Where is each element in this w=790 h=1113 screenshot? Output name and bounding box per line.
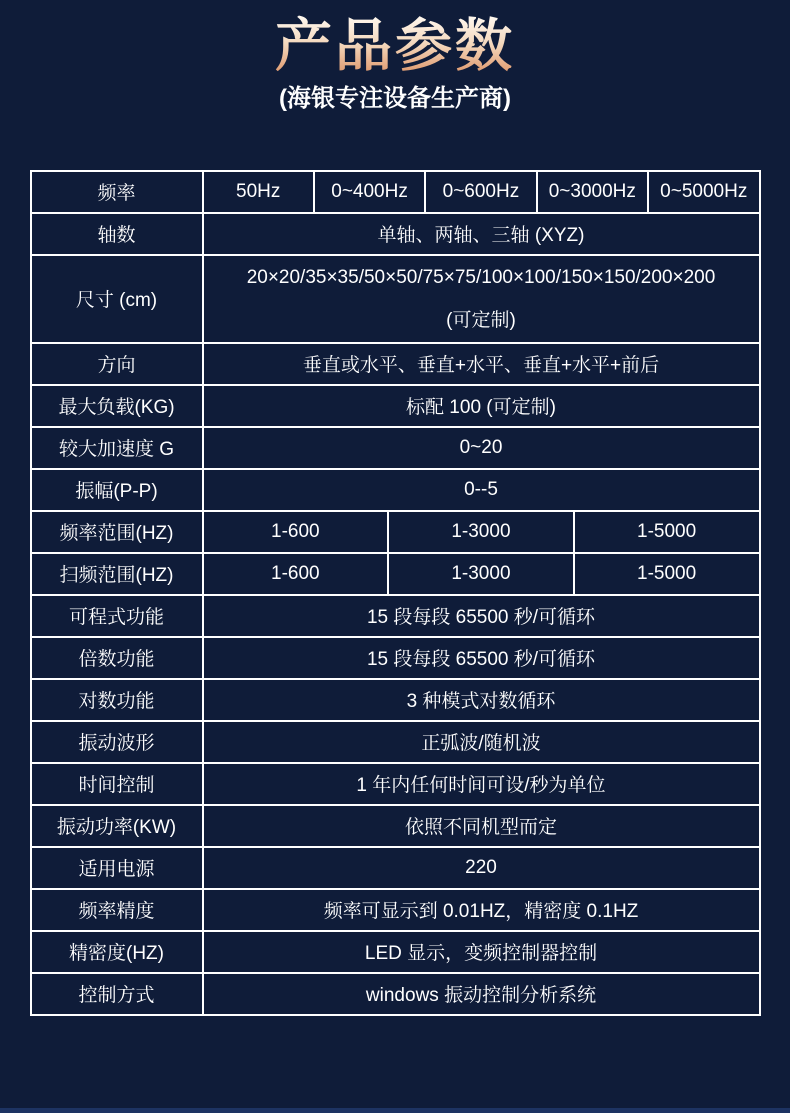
table-row-frequency-range — [31, 511, 760, 553]
page-header — [0, 0, 790, 114]
param-value: 0~20 — [203, 427, 760, 469]
param-value: 0~600Hz — [425, 171, 536, 213]
param-value: 正弧波/随机波 — [203, 721, 760, 763]
param-value: 1-3000 — [388, 511, 574, 553]
param-label: 适用电源 — [31, 847, 203, 889]
param-value: 0--5 — [203, 469, 760, 511]
param-value: 0~3000Hz — [537, 171, 648, 213]
param-label: 频率范围(HZ) — [31, 511, 203, 553]
param-value: 15 段每段 65500 秒/可循环 — [203, 637, 760, 679]
table-row-axes — [31, 213, 760, 255]
table-row-logarithm — [31, 679, 760, 721]
table-row-power-supply — [31, 847, 760, 889]
dimension-sizes: 20×20/35×35/50×50/75×75/100×100/150×150/200×200 — [246, 266, 716, 288]
param-value: 1-3000 — [388, 553, 574, 595]
table-row-programmable — [31, 595, 760, 637]
param-value: 15 段每段 65500 秒/可循环 — [203, 595, 760, 637]
param-label: 扫频范围(HZ) — [31, 553, 203, 595]
param-value: 1 年内任何时间可设/秒为单位 — [203, 763, 760, 805]
table-row-sweep-range — [31, 553, 760, 595]
table-row-frequency-precision — [31, 889, 760, 931]
table-row-multiplier — [31, 637, 760, 679]
param-value: 1-600 — [203, 553, 389, 595]
param-value — [203, 255, 760, 343]
param-label: 时间控制 — [31, 763, 203, 805]
param-value: 50Hz — [203, 171, 314, 213]
table-row-time-control — [31, 763, 760, 805]
param-value: 1-5000 — [574, 511, 760, 553]
param-value: 垂直或水平、垂直+水平、垂直+水平+前后 — [203, 343, 760, 385]
footer-strip — [0, 1108, 790, 1113]
param-label: 尺寸 (cm) — [31, 255, 203, 343]
page-title: 产品参数 — [275, 14, 515, 78]
param-label: 控制方式 — [31, 973, 203, 1015]
table-row-amplitude — [31, 469, 760, 511]
param-value: windows 振动控制分析系统 — [203, 973, 760, 1015]
page-subtitle: (海银专注设备生产商) — [279, 84, 511, 112]
param-label: 频率精度 — [31, 889, 203, 931]
param-value: 标配 100 (可定制) — [203, 385, 760, 427]
param-label: 振动波形 — [31, 721, 203, 763]
param-value: 依照不同机型而定 — [203, 805, 760, 847]
param-value: 单轴、两轴、三轴 (XYZ) — [203, 213, 760, 255]
param-value: 3 种模式对数循环 — [203, 679, 760, 721]
table-row-acceleration — [31, 427, 760, 469]
table-row-direction — [31, 343, 760, 385]
param-label: 最大负载(KG) — [31, 385, 203, 427]
param-label: 精密度(HZ) — [31, 931, 203, 973]
param-value: 1-5000 — [574, 553, 760, 595]
param-label: 对数功能 — [31, 679, 203, 721]
spec-table — [30, 170, 761, 1016]
param-value: 220 — [203, 847, 760, 889]
table-row-waveform — [31, 721, 760, 763]
param-value: LED 显示，变频控制器控制 — [203, 931, 760, 973]
param-label: 轴数 — [31, 213, 203, 255]
table-row-max-load — [31, 385, 760, 427]
param-value: 0~400Hz — [314, 171, 425, 213]
param-value: 1-600 — [203, 511, 389, 553]
param-label: 倍数功能 — [31, 637, 203, 679]
param-label: 方向 — [31, 343, 203, 385]
param-label: 频率 — [31, 171, 203, 213]
table-row-precision — [31, 931, 760, 973]
param-value: 频率可显示到 0.01HZ，精密度 0.1HZ — [203, 889, 760, 931]
param-label: 较大加速度 G — [31, 427, 203, 469]
table-row-vibration-power — [31, 805, 760, 847]
table-row-dimensions — [31, 255, 760, 343]
table-row-control-method — [31, 973, 760, 1015]
param-value: 0~5000Hz — [648, 171, 760, 213]
dimension-note: (可定制) — [446, 309, 516, 331]
table-row-frequency — [31, 171, 760, 213]
param-label: 振动功率(KW) — [31, 805, 203, 847]
param-label: 振幅(P-P) — [31, 469, 203, 511]
param-label: 可程式功能 — [31, 595, 203, 637]
